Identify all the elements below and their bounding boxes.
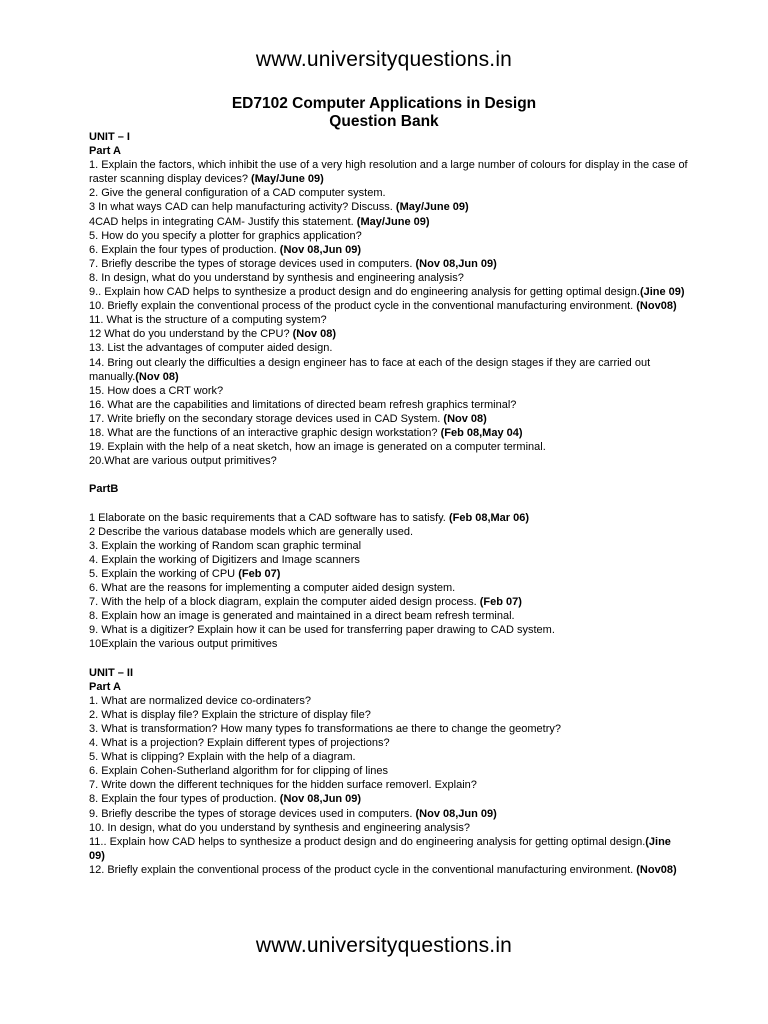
question-text: 6. Explain Cohen-Sutherland algorithm for for clipping of lines (89, 765, 388, 778)
question-item (89, 595, 689, 609)
question-text: 12 What do you understand by the CPU? (89, 328, 293, 341)
question-text: 10Explain the various output primitives (89, 638, 278, 651)
question-item (89, 186, 689, 200)
exam-date-tag: (Nov08) (636, 863, 677, 876)
question-text: 10. In design, what do you understand by synthesis and engineering analysis? (89, 821, 470, 834)
exam-date-tag: (Feb 08,Mar 06) (448, 511, 530, 524)
exam-date-tag: (Nov 08,Jun 09) (415, 807, 497, 820)
blank-line (89, 496, 689, 510)
question-item (89, 792, 689, 806)
exam-date-tag: (Nov 08,Jun 09) (415, 257, 497, 270)
question-text: 9. Briefly describe the types of storage devices used in computers. (89, 807, 416, 820)
question-item (89, 158, 689, 186)
question-item (89, 327, 689, 341)
question-text: 2 Describe the various database models which are generally used. (89, 525, 414, 538)
exam-date-tag: (Nov 08) (135, 370, 179, 383)
section-heading-text: UNIT – II (89, 666, 134, 679)
exam-date-tag: (Nov08) (636, 300, 677, 313)
site-url-header: www.universityquestions.in (255, 48, 513, 71)
question-text: 7. Briefly describe the types of storage devices used in computers. (89, 257, 416, 270)
blank-line (89, 651, 689, 665)
question-text: 3. What is transformation? How many types fo transformations ae there to change the geometry? (89, 722, 562, 735)
question-item (89, 708, 689, 722)
question-item (89, 356, 689, 384)
section-heading-text: Part A (89, 145, 121, 158)
section-heading-text: UNIT – I (89, 131, 130, 143)
exam-date-tag: (Jine 09) (639, 286, 685, 299)
section-heading-text: Part A (89, 680, 121, 693)
question-text: 1. Explain the factors, which inhibit the use of a very high resolution and a large number of colours for display in the case of raster scanning display devices? (89, 159, 688, 186)
question-text: 6. Explain the four types of production. (89, 243, 280, 256)
question-item (89, 454, 689, 468)
question-text: 7. Write down the different techniques for the hidden surface removerl. Explain? (89, 779, 477, 792)
question-item (89, 200, 689, 214)
section-heading-text: PartB (89, 483, 119, 496)
question-item (89, 440, 689, 454)
question-text: 5. What is clipping? Explain with the help of a diagram. (89, 751, 356, 764)
question-item (89, 821, 689, 835)
question-text: 17. Write briefly on the secondary storage devices used in CAD System. (89, 412, 444, 425)
exam-date-tag: (May/June 09) (395, 201, 469, 214)
question-item (89, 525, 689, 539)
section-heading (89, 680, 689, 694)
question-item (89, 412, 689, 426)
question-item (89, 807, 689, 821)
exam-date-tag: (Feb 07) (238, 567, 281, 580)
question-item (89, 271, 689, 285)
exam-date-tag: (Nov 08) (292, 328, 337, 341)
question-item (89, 257, 689, 271)
exam-date-tag: (Feb 08,May 04) (440, 426, 523, 439)
question-text: 2. Give the general configuration of a CAD computer system. (89, 187, 386, 200)
question-item (89, 581, 689, 595)
question-item (89, 511, 689, 525)
question-text: 10. Briefly explain the conventional process of the product cycle in the conventional manufacturing environment. (89, 300, 637, 313)
question-item (89, 863, 689, 877)
question-text: 5. How do you specify a plotter for graphics application? (89, 229, 362, 242)
question-text: 4. What is a projection? Explain different types of projections? (89, 737, 390, 750)
question-item (89, 835, 689, 863)
question-item (89, 623, 689, 637)
blank-line (89, 468, 689, 482)
question-text: 7. With the help of a block diagram, explain the computer aided design process. (89, 596, 480, 609)
question-item (89, 215, 689, 229)
question-text: 20.What are various output primitives? (89, 455, 277, 468)
question-text: 12. Briefly explain the conventional process of the product cycle in the conventional manufacturing environment. (89, 863, 637, 876)
question-item (89, 778, 689, 792)
question-text: 8. Explain how an image is generated and maintained in a direct beam refresh terminal. (89, 610, 515, 623)
exam-date-tag: (Nov 08,Jun 09) (279, 243, 362, 256)
question-text: 4. Explain the working of Digitizers and Image scanners (89, 553, 360, 566)
question-text: 15. How does a CRT work? (89, 384, 224, 397)
question-text: 14. Bring out clearly the difficulties a design engineer has to face at each of the design stages if they are carried out manually. (89, 356, 651, 383)
question-text: 9. What is a digitizer? Explain how it can be used for transferring paper drawing to CAD system. (89, 624, 555, 637)
question-item (89, 539, 689, 553)
exam-date-tag: (Jine 09) (89, 835, 671, 862)
question-text: 11. What is the structure of a computing system? (89, 314, 327, 327)
question-item (89, 229, 689, 243)
question-item (89, 313, 689, 327)
question-item (89, 736, 689, 750)
question-list (89, 130, 689, 877)
question-item (89, 694, 689, 708)
exam-date-tag: (Feb 07) (479, 596, 522, 609)
question-text: 9.. Explain how CAD helps to synthesize a product design and do engineering analysis for getting optimal design. (89, 286, 640, 299)
question-text: 8. In design, what do you understand by synthesis and engineering analysis? (89, 271, 464, 284)
section-heading (89, 482, 689, 496)
question-text: 8. Explain the four types of production. (89, 793, 280, 806)
question-text: 5. Explain the working of CPU (89, 567, 239, 580)
question-item (89, 299, 689, 313)
question-text: 19. Explain with the help of a neat sketch, how an image is generated on a computer terminal. (89, 441, 546, 454)
section-heading (89, 144, 689, 158)
question-text: 2. What is display file? Explain the stricture of display file? (89, 708, 371, 721)
question-text: 18. What are the functions of an interactive graphic design workstation? (89, 426, 441, 439)
document-subtitle: Question Bank (329, 113, 439, 130)
question-item (89, 426, 689, 440)
document-title: ED7102 Computer Applications in Design (231, 95, 537, 112)
question-text: 11.. Explain how CAD helps to synthesize a product design and do engineering analysis for getting optimal design. (89, 835, 646, 848)
question-item (89, 750, 689, 764)
exam-date-tag: (Nov 08) (443, 412, 487, 425)
question-item (89, 243, 689, 257)
question-item (89, 722, 689, 736)
question-text: 6. What are the reasons for implementing a computer aided design system. (89, 582, 456, 594)
question-text: 13. List the advantages of computer aided design. (89, 342, 333, 355)
question-text: 16. What are the capabilities and limitations of directed beam refresh graphics terminal? (89, 398, 517, 411)
question-text: 4CAD helps in integrating CAM- Justify this statement. (89, 215, 357, 228)
section-heading (89, 130, 689, 144)
question-item (89, 637, 689, 651)
exam-date-tag: (Nov 08,Jun 09) (279, 793, 362, 806)
question-item (89, 285, 689, 299)
exam-date-tag: (May/June 09) (356, 215, 430, 228)
question-item (89, 764, 689, 778)
question-item (89, 398, 689, 412)
question-item (89, 341, 689, 355)
question-item (89, 567, 689, 581)
section-heading (89, 666, 689, 680)
question-item (89, 384, 689, 398)
question-text: 1 Elaborate on the basic requirements that a CAD software has to satisfy. (89, 511, 449, 524)
question-text: 1. What are normalized device co-ordinaters? (89, 694, 311, 707)
question-text: 3 In what ways CAD can help manufacturing activity? Discuss. (89, 201, 396, 214)
question-text: 3. Explain the working of Random scan graphic terminal (89, 539, 362, 552)
site-url-footer: www.universityquestions.in (255, 934, 513, 957)
exam-date-tag: (May/June 09) (251, 173, 324, 186)
question-item (89, 553, 689, 567)
question-item (89, 609, 689, 623)
